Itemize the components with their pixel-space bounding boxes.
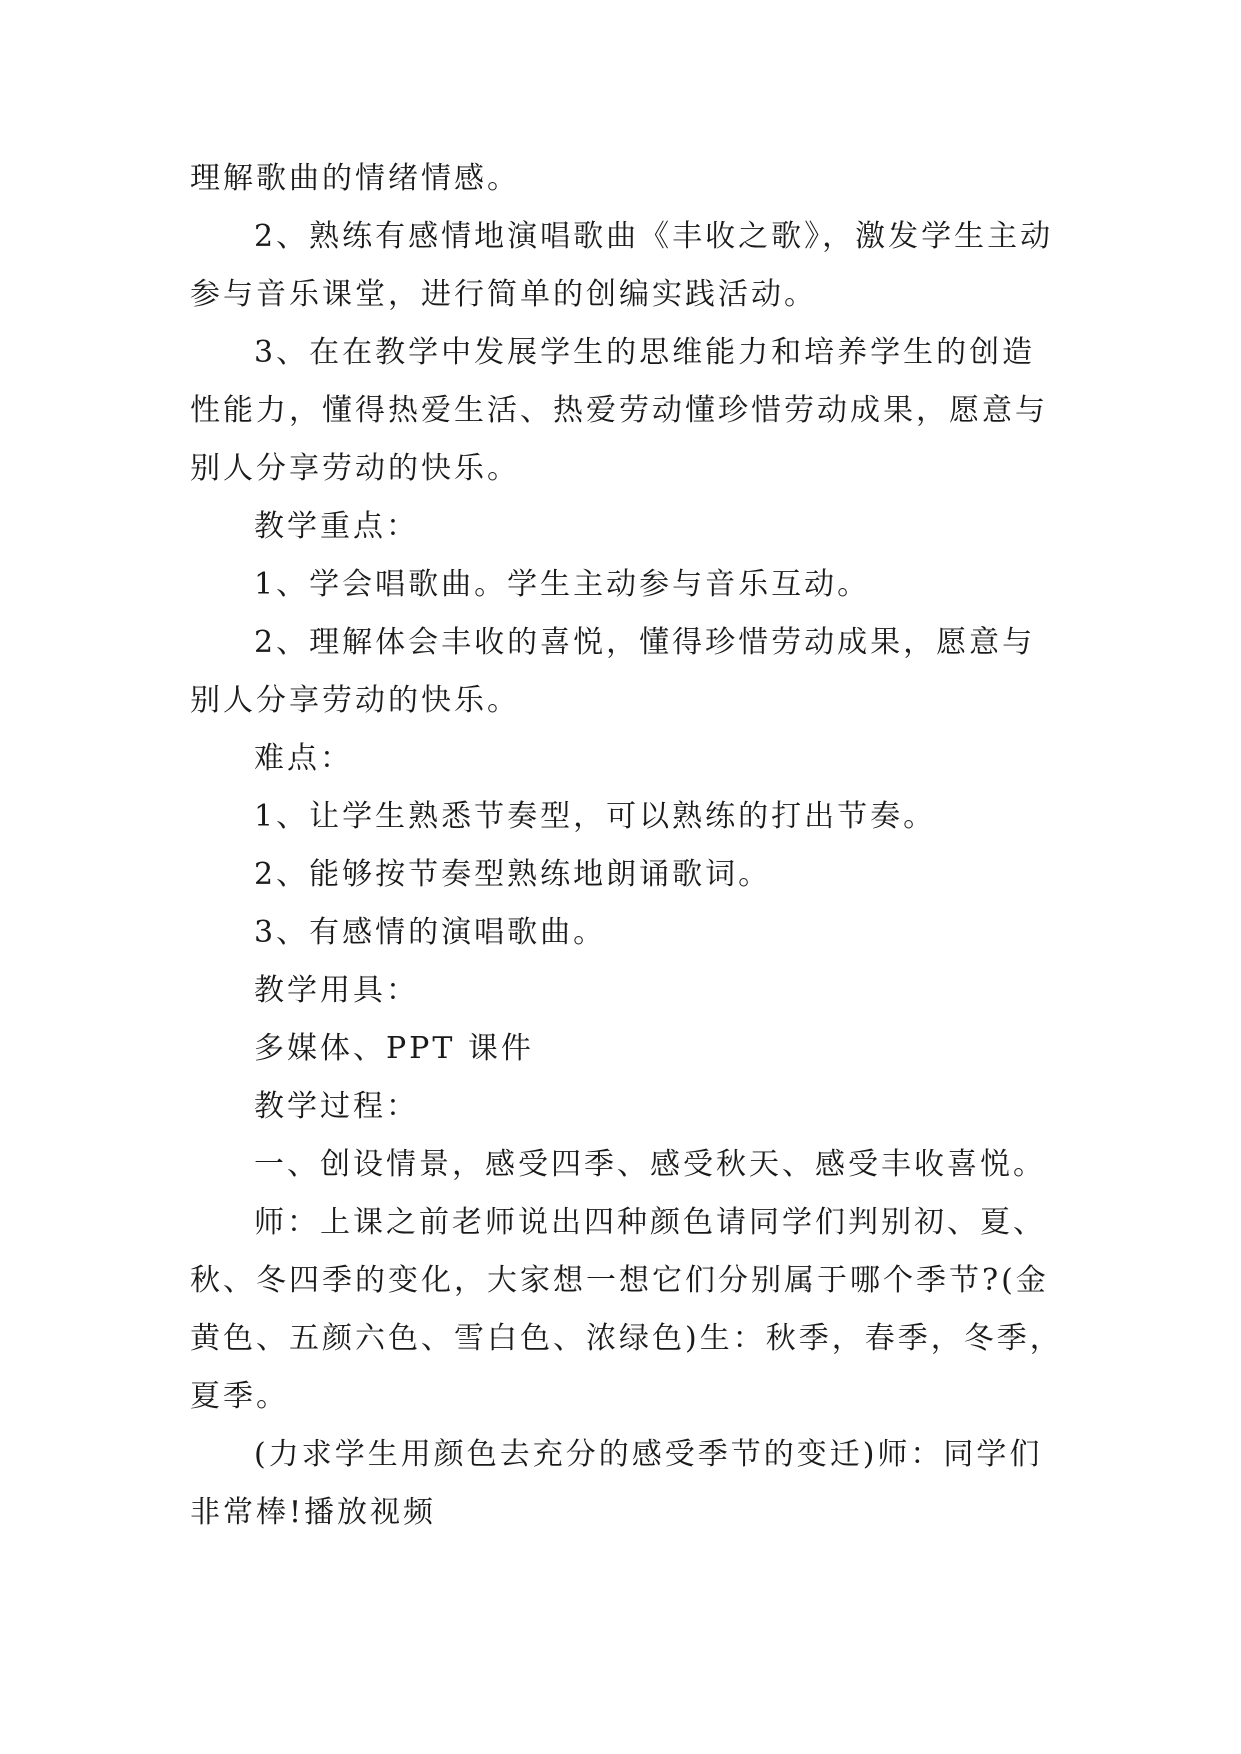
text-line: 理解歌曲的情绪情感。	[190, 161, 520, 196]
text-line: 参与音乐课堂，进行简单的创编实践活动。	[190, 277, 817, 312]
text-line: 性能力，懂得热爱生活、热爱劳动懂珍惜劳动成果，愿意与	[190, 393, 1048, 428]
text-line: 3、有感情的演唱歌曲。	[254, 915, 607, 950]
text-line: (力求学生用颜色去充分的感受季节的变迁)师：同学们	[254, 1437, 1043, 1472]
text-line: 1、让学生熟悉节奏型，可以熟练的打出节奏。	[254, 799, 937, 834]
text-line: 非常棒!播放视频	[190, 1495, 437, 1530]
section-heading: 教学过程：	[254, 1089, 419, 1124]
text-line: 师：上课之前老师说出四种颜色请同学们判别初、夏、	[254, 1205, 1046, 1240]
text-line: 黄色、五颜六色、雪白色、浓绿色)生：秋季，春季，冬季，	[190, 1321, 1063, 1356]
text-line: 多媒体、PPT 课件	[254, 1031, 534, 1066]
section-heading: 教学重点：	[254, 509, 419, 544]
text-line: 2、能够按节奏型熟练地朗诵歌词。	[254, 857, 772, 892]
text-line: 别人分享劳动的快乐。	[190, 451, 520, 486]
text-line: 2、熟练有感情地演唱歌曲《丰收之歌》，激发学生主动	[254, 219, 1054, 254]
section-heading: 教学用具：	[254, 973, 419, 1008]
text-line: 夏季。	[190, 1379, 289, 1414]
text-line: 秋、冬四季的变化，大家想一想它们分别属于哪个季节?(金	[190, 1263, 1049, 1298]
text-line: 一、创设情景，感受四季、感受秋天、感受丰收喜悦。	[254, 1147, 1046, 1182]
text-line: 1、学会唱歌曲。学生主动参与音乐互动。	[254, 567, 871, 602]
text-line: 别人分享劳动的快乐。	[190, 683, 520, 718]
text-line: 2、理解体会丰收的喜悦，懂得珍惜劳动成果，愿意与	[254, 625, 1036, 660]
text-line: 3、在在教学中发展学生的思维能力和培养学生的创造	[254, 335, 1036, 370]
section-heading: 难点：	[254, 741, 353, 776]
document-body	[190, 150, 1070, 1542]
